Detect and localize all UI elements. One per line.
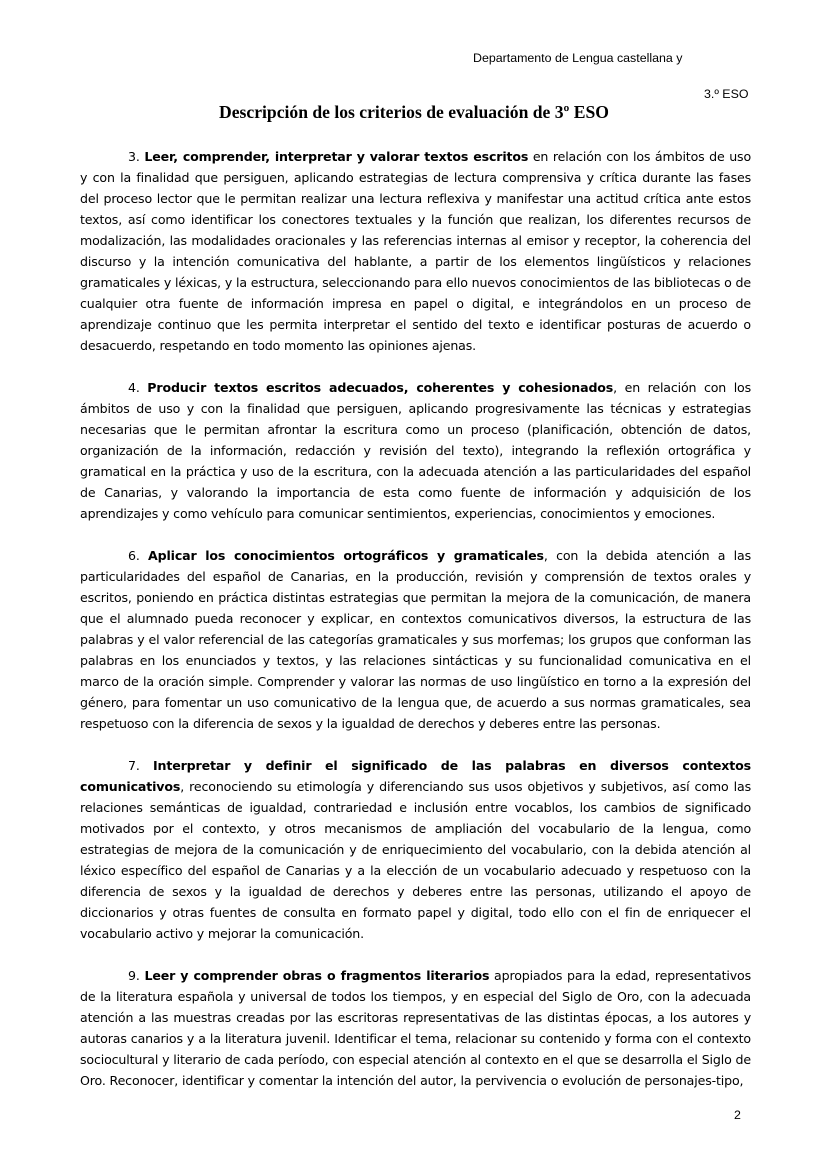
criterion-text: , en relación con los ámbitos de uso y con la finalidad que persiguen, aplicando progresivamente las técnicas y estrategias necesarias que le permitan afrontar la escritura como un proceso (planificación, obtención de datos, organización de la información, redacción y revisión del texto), integrando la reflexión ortográfica y gramatical en la práctica y uso de la escritura, con la adecuada atención a las particularidades del español de Canarias, y valorando la importancia de esta como fuente de información y adquisición de los aprendizajes y como vehículo para comunicar sentimientos, experiencias, conocimientos y emociones. [80, 380, 752, 521]
criterion-heading: Aplicar los conocimientos ortográficos y gramaticales [148, 548, 544, 563]
criterion-text: en relación con los ámbitos de uso y con la finalidad que persiguen, aplicando estrategias de lectura comprensiva y crítica durante las fases del proceso lector que le permitan realizar una lectura reflexiva y manifestar una actitud crítica ante estos textos, así como identificar los conectores textuales y la función que realizan, los diferentes recursos de modalización, las modalidades oracionales y las referencias internas al emisor y receptor, la coherencia del discurso y la intención comunicativa del hablante, a partir de los elementos lingüísticos y relaciones gramaticales y léxicas, y la estructura, seleccionando para ello nuevos conocimientos de las bibliotecas o de cualquier otra fuente de información impresa en papel o digital, e integrándolos en un proceso de aprendizaje continuo que les permita interpretar el sentido del texto e identificar posturas de acuerdo o desacuerdo, respetando en todo momento las opiniones ajenas. [80, 149, 751, 353]
criterion-number: 4. [128, 380, 140, 395]
header-department: Departamento de Lengua castellana y [473, 51, 683, 65]
header-grade: 3.º ESO [704, 87, 749, 101]
criterion-7 [80, 755, 751, 944]
criterion-6 [80, 545, 751, 734]
criterion-number: 9. [128, 968, 140, 983]
criterion-number: 7. [128, 758, 140, 773]
criterion-text: apropiados para la edad, representativos de la literatura española y universal de todos los tiempos, y en especial del Siglo de Oro, con la adecuada atención a las muestras creadas por las escritoras representativas de las distintas épocas, a los autores y autoras canarios y a la literatura juvenil. Identificar el tema, relacionar su contenido y forma con el contexto sociocultural y literario de cada período, con especial atención al contexto en el que se desarrolla el Siglo de Oro. Reconocer, identificar y comentar la intención del autor, la pervivencia o evolución de personajes-tipo, [80, 968, 751, 1088]
criterion-text: , reconociendo su etimología y diferenciando sus usos objetivos y subjetivos, así como las relaciones semánticas de igualdad, contrariedad e inclusión entre vocablos, los cambios de significado motivados por el contexto, y otros mecanismos de ampliación del vocabulario de la lengua, como estrategias de mejora de la comunicación y de enriquecimiento del vocabulario, con la debida atención al léxico específico del español de Canarias y a la elección de un vocabulario adecuado y respetuoso con la diferencia de sexos y la igualdad de derechos y deberes entre las personas, utilizando el apoyo de diccionarios y otras fuentes de consulta en formato papel y digital, todo ello con el fin de enriquecer el vocabulario activo y mejorar la comunicación. [80, 779, 751, 941]
page-number: 2 [734, 1108, 741, 1122]
criterion-heading: Leer, comprender, interpretar y valorar textos escritos [144, 149, 529, 164]
criterion-9 [80, 965, 751, 1091]
page-title: Descripción de los criterios de evaluación de 3º ESO [219, 102, 609, 122]
criterion-heading: Leer y comprender obras o fragmentos literarios [144, 968, 490, 983]
criterion-heading: Interpretar y definir el significado de las palabras en diversos contextos comunicativos [80, 758, 751, 794]
criteria-list [80, 146, 751, 1112]
criterion-number: 6. [128, 548, 140, 563]
criterion-number: 3. [128, 149, 140, 164]
criterion-3 [80, 146, 751, 356]
criterion-heading: Producir textos escritos adecuados, coherentes y cohesionados [147, 380, 614, 395]
criterion-text: , con la debida atención a las particularidades del español de Canarias, en la producción, revisión y comprensión de textos orales y escritos, poniendo en práctica distintas estrategias que permitan la mejora de la comunicación, de manera que el alumnado pueda reconocer y explicar, en contextos comunicativos diversos, la estructura de las palabras y el valor referencial de las categorías gramaticales y sus morfemas; los grupos que conforman las palabras en los enunciados y textos, y las relaciones sintácticas y su funcionalidad comunicativa en el marco de la oración simple. Comprender y valorar las normas de uso lingüístico en torno a la expresión del género, para fomentar un uso comunicativo de la lengua que, de acuerdo a sus normas gramaticales, sea respetuoso con la diferencia de sexos y la igualdad de derechos y deberes entre las personas. [80, 548, 751, 731]
criterion-4 [80, 377, 751, 524]
